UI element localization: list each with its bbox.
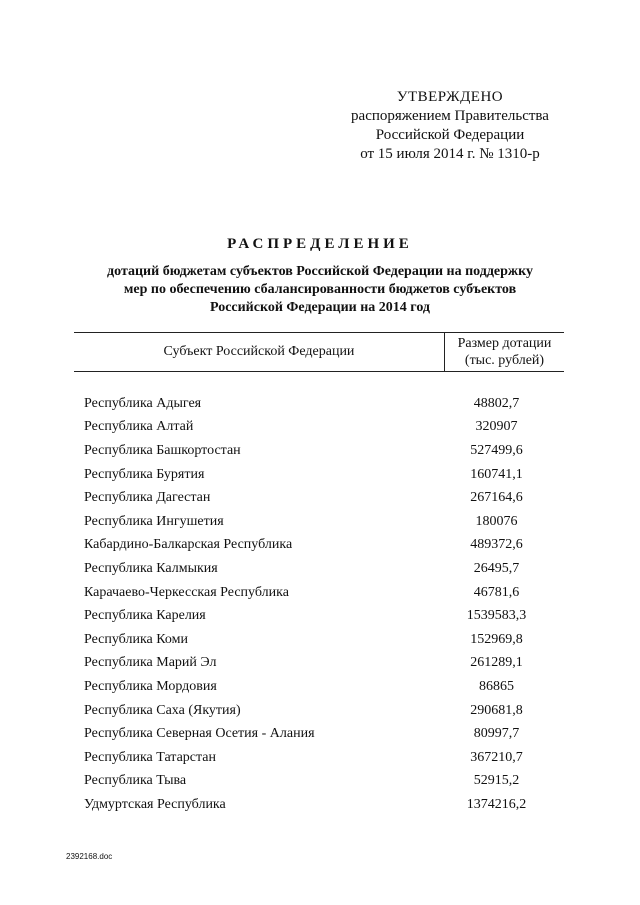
table-body [84,392,554,817]
subject-name: Республика Саха (Якутия) [84,702,241,718]
subtitle-line-2: мер по обеспечению сбалансированности бюджетов субъектов [123,282,517,297]
subject-name: Республика Калмыкия [84,560,218,576]
subject-name: Республика Карелия [84,608,206,624]
table-row [84,628,554,652]
subsidy-amount: 267164,6 [470,490,523,506]
table-row [84,604,554,628]
subject-name: Карачаево-Черкесская Республика [84,584,289,600]
subsidy-amount: 290681,8 [470,702,523,718]
subsidy-amount: 320907 [475,419,518,435]
subsidy-amount: 46781,6 [473,584,520,600]
subject-name: Республика Татарстан [84,749,217,765]
subsidy-amount: 180076 [475,513,518,529]
file-name: 2392168.doc [66,852,113,861]
subsidy-amount: 52915,2 [473,773,520,789]
table-row [84,652,554,676]
subject-name: Республика Коми [84,631,188,647]
subtitle-line-1: дотаций бюджетам субъектов Российской Федерации на поддержку [107,264,533,279]
subject-name: Республика Башкортостан [84,442,241,458]
subsidy-amount: 489372,6 [470,537,523,553]
header-subject: Субъект Российской Федерации [163,344,355,359]
subsidy-amount: 527499,6 [470,442,523,458]
table-row [84,392,554,416]
table-row [84,557,554,581]
subsidy-amount: 26495,7 [473,560,520,576]
document-title: РАСПРЕДЕЛЕНИЕ [227,236,413,252]
subject-name: Республика Бурятия [84,466,205,482]
subsidy-amount: 367210,7 [470,749,523,765]
document-subtitle [60,263,580,317]
approval-block [340,88,560,164]
approval-line-1: распоряжением Правительства [351,108,549,124]
table-row [84,534,554,558]
subsidy-amount: 80997,7 [473,726,520,742]
table-row [84,416,554,440]
header-amount [445,335,564,369]
table-row [84,486,554,510]
table-row [84,699,554,723]
subject-name: Республика Тыва [84,773,187,789]
subsidy-amount: 1374216,2 [466,796,527,812]
subject-name: Удмуртская Республика [84,796,226,812]
table-row [84,793,554,817]
subject-name: Республика Адыгея [84,395,202,411]
table-row [84,675,554,699]
subject-name: Республика Алтай [84,419,194,435]
table-row [84,463,554,487]
subsidy-amount: 48802,7 [473,395,520,411]
subsidy-amount: 1539583,3 [466,608,527,624]
approval-line-2: Российской Федерации [375,127,525,143]
subsidy-amount: 152969,8 [470,631,523,647]
table-header [74,332,564,372]
table-row [84,770,554,794]
approval-line-3: от 15 июля 2014 г. № 1310-р [360,146,540,162]
subtitle-line-3: Российской Федерации на 2014 год [209,300,430,315]
table-row [84,746,554,770]
header-amount-line-1: Размер дотации [457,336,552,351]
subject-name: Республика Ингушетия [84,513,224,529]
approval-heading: УТВЕРЖДЕНО [396,89,504,105]
table-row [84,722,554,746]
subject-name: Кабардино-Балкарская Республика [84,537,293,553]
subject-name: Республика Марий Эл [84,655,217,671]
subject-name: Республика Мордовия [84,678,217,694]
subject-name: Республика Дагестан [84,490,211,506]
subsidy-amount: 261289,1 [470,655,523,671]
subsidy-amount: 86865 [479,678,514,694]
table-row [84,581,554,605]
subsidy-amount: 160741,1 [470,466,523,482]
subject-name: Республика Северная Осетия - Алания [84,726,315,742]
table-row [84,510,554,534]
table-row [84,439,554,463]
header-amount-line-2: (тыс. рублей) [464,353,545,368]
